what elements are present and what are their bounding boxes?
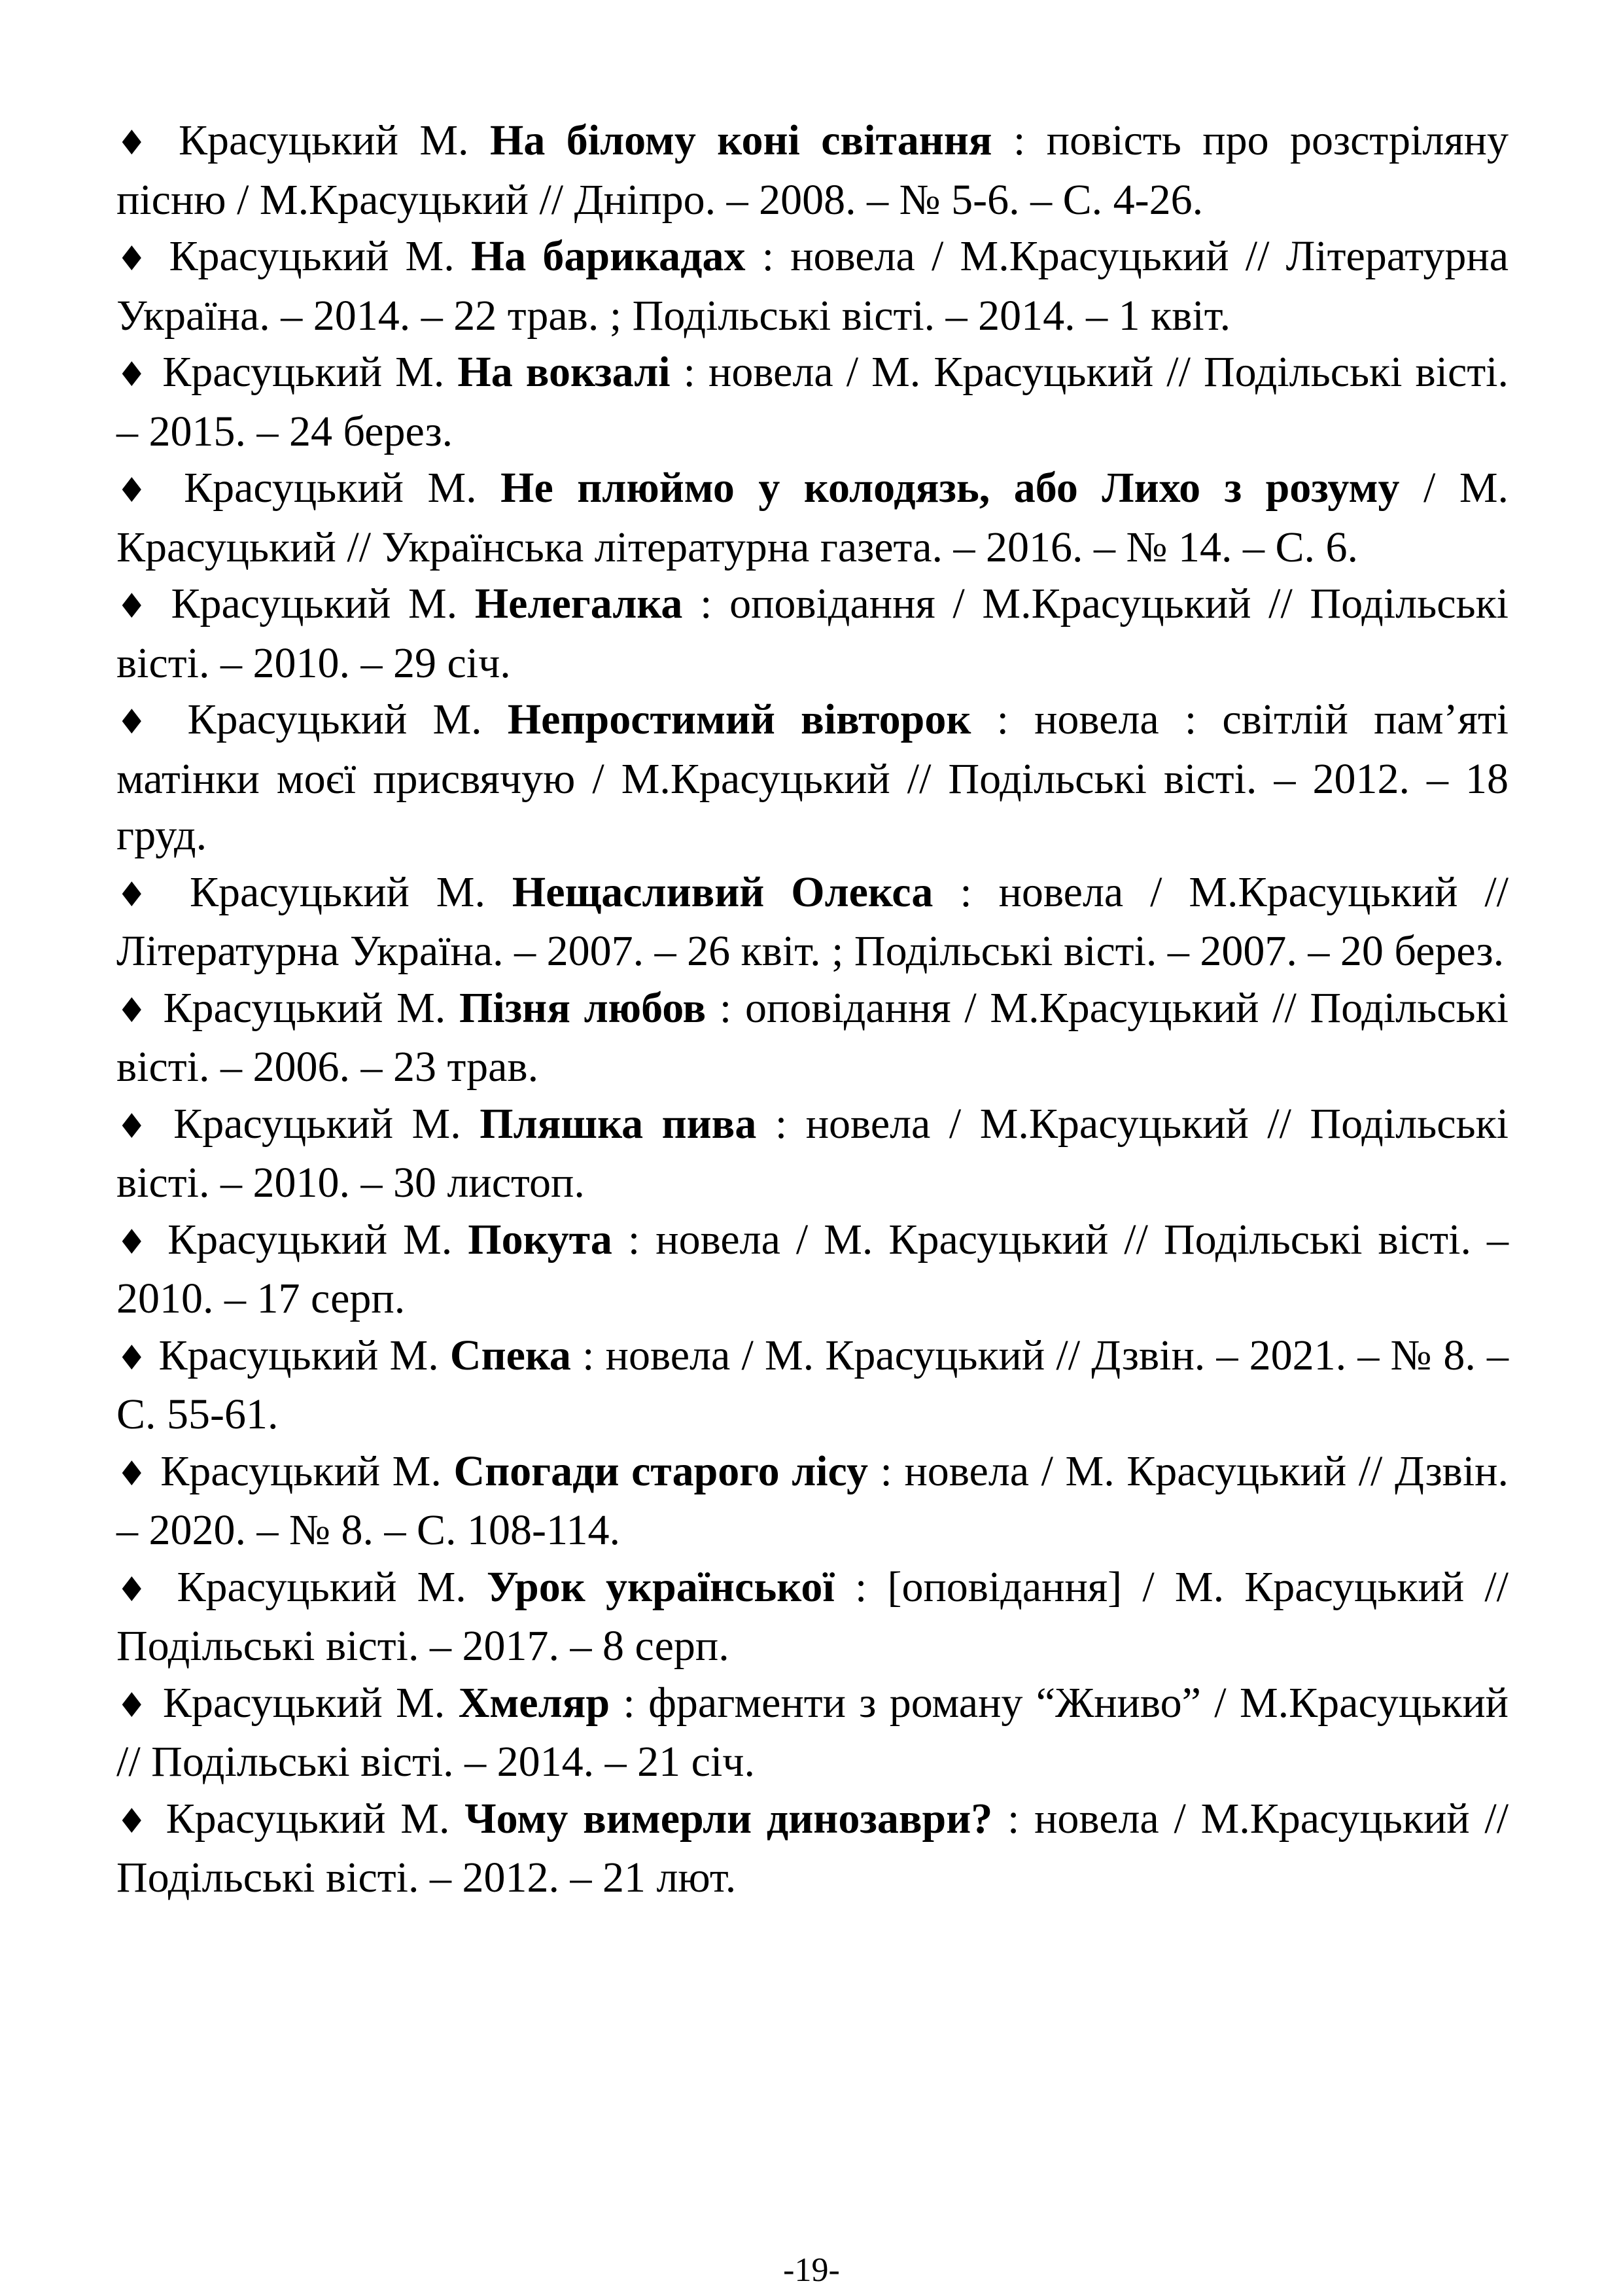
bibliography-entry	[116, 1791, 1509, 1907]
entry-details: : новела / М.Красуцький // Літературна Україна. – 2007. – 26 квіт. ; Подільські вісті. – 2007. – 20 берез.	[116, 868, 1509, 975]
diamond-bullet-icon: ♦	[116, 471, 160, 510]
diamond-bullet-icon: ♦	[116, 703, 162, 742]
entry-details: : [оповідання] / М. Красуцький // Подільські вісті. – 2017. – 8 серп.	[116, 1563, 1509, 1670]
bibliography-entry	[116, 1675, 1509, 1791]
entry-author: Красуцький М.	[173, 1099, 461, 1148]
bibliography-entry	[116, 1559, 1509, 1675]
entry-title: На білому коні світання	[489, 116, 992, 164]
bibliography-list	[116, 113, 1509, 1907]
entry-details: : новела / М.Красуцький // Літературна Україна. – 2014. – 22 трав. ; Подільські вісті. – 2014. – 1 квіт.	[116, 232, 1509, 340]
diamond-bullet-icon: ♦	[116, 991, 150, 1031]
diamond-bullet-icon: ♦	[116, 1686, 150, 1725]
entry-title: Чому вимерли динозаври?	[464, 1794, 993, 1843]
entry-author: Красуцький М.	[162, 348, 445, 396]
diamond-bullet-icon: ♦	[116, 587, 154, 626]
bibliography-entry	[116, 460, 1509, 576]
diamond-bullet-icon: ♦	[116, 355, 150, 395]
bibliography-entry	[116, 576, 1509, 692]
entry-author: Красуцький М.	[187, 696, 482, 743]
diamond-bullet-icon: ♦	[116, 1454, 148, 1494]
entry-author: Красуцький М.	[167, 1215, 453, 1263]
entry-author: Красуцький М.	[189, 868, 485, 916]
entry-details: : фрагменти з роману “Жниво” / М.Красуцький // Подільські вісті. – 2014. – 21 січ.	[116, 1678, 1509, 1786]
entry-author: Красуцький М.	[162, 1678, 445, 1727]
bibliography-entry	[116, 1443, 1509, 1559]
bibliography-entry	[116, 1096, 1509, 1212]
diamond-bullet-icon: ♦	[116, 239, 153, 279]
entry-author: Красуцький М.	[177, 1563, 466, 1611]
bibliography-entry	[116, 113, 1509, 228]
entry-author: Красуцький М.	[166, 1794, 450, 1843]
entry-author: Красуцький М.	[158, 1331, 439, 1379]
entry-details: : оповідання / М.Красуцький // Подільські вісті. – 2006. – 23 трав.	[116, 983, 1509, 1091]
bibliography-entry	[116, 980, 1509, 1096]
entry-title: Урок української	[487, 1563, 835, 1611]
entry-details: : новела / М. Красуцький // Подільські вісті. – 2015. – 24 берез.	[116, 348, 1509, 455]
entry-title: Спогади старого лісу	[453, 1447, 868, 1495]
bibliography-entry	[116, 692, 1509, 864]
entry-details: : новела / М.Красуцький // Подільські вісті. – 2012. – 21 лют.	[116, 1794, 1509, 1901]
entry-title: На барикадах	[470, 232, 746, 280]
entry-author: Красуцький М.	[169, 232, 455, 280]
entry-title: Пляшка пива	[480, 1099, 757, 1148]
entry-details: : новела : світлій пам’яті матінки моєї присвячую / М.Красуцький // Подільські вісті. – 2012. – 18 груд.	[116, 696, 1509, 859]
diamond-bullet-icon: ♦	[116, 875, 164, 915]
bibliography-entry	[116, 1212, 1509, 1328]
page-number: -19-	[783, 2252, 840, 2289]
entry-author: Красуцький М.	[163, 983, 446, 1032]
entry-details: : повість про розстріляну пісню / М.Красуцький // Дніпро. – 2008. – № 5-6. – С. 4-26.	[116, 116, 1509, 224]
entry-details: / М. Красуцький // Українська літературна газета. – 2016. – № 14. – С. 6.	[116, 464, 1509, 571]
entry-author: Красуцький М.	[160, 1447, 442, 1495]
entry-title: Спека	[449, 1331, 571, 1379]
diamond-bullet-icon: ♦	[116, 1801, 151, 1841]
bibliography-entry	[116, 864, 1509, 980]
diamond-bullet-icon: ♦	[116, 124, 158, 163]
entry-title: Покута	[468, 1215, 612, 1263]
entry-title: Хмеляр	[458, 1678, 610, 1727]
entry-details: : новела / М. Красуцький // Подільські вісті. – 2010. – 17 серп.	[116, 1215, 1509, 1322]
entry-title: Пізня любов	[459, 983, 707, 1032]
diamond-bullet-icon: ♦	[116, 1222, 152, 1262]
entry-details: : оповідання / М.Красуцький // Подільські вісті. – 2010. – 29 січ.	[116, 580, 1509, 687]
bibliography-entry	[116, 344, 1509, 460]
bibliography-entry	[116, 228, 1509, 344]
bibliography-entry	[116, 1328, 1509, 1443]
entry-title: Нелегалка	[474, 580, 683, 627]
entry-details: : новела / М.Красуцький // Подільські вісті. – 2010. – 30 листоп.	[116, 1099, 1509, 1207]
diamond-bullet-icon: ♦	[116, 1106, 155, 1146]
entry-author: Красуцький М.	[179, 116, 469, 164]
entry-details: : новела / М. Красуцький // Дзвін. – 2020. – № 8. – С. 108-114.	[116, 1447, 1509, 1554]
entry-title: Не плюймо у колодязь, або Лихо з розуму	[500, 464, 1400, 512]
entry-details: : новела / М. Красуцький // Дзвін. – 2021. – № 8. – С. 55-61.	[116, 1331, 1509, 1438]
entry-title: На вокзалі	[457, 348, 671, 396]
entry-author: Красуцький М.	[171, 580, 458, 627]
entry-title: Непростимий вівторок	[507, 696, 971, 743]
entry-title: Нещасливий Олекса	[512, 868, 934, 916]
entry-author: Красуцький М.	[184, 464, 477, 512]
diamond-bullet-icon: ♦	[116, 1570, 157, 1610]
diamond-bullet-icon: ♦	[116, 1338, 148, 1378]
